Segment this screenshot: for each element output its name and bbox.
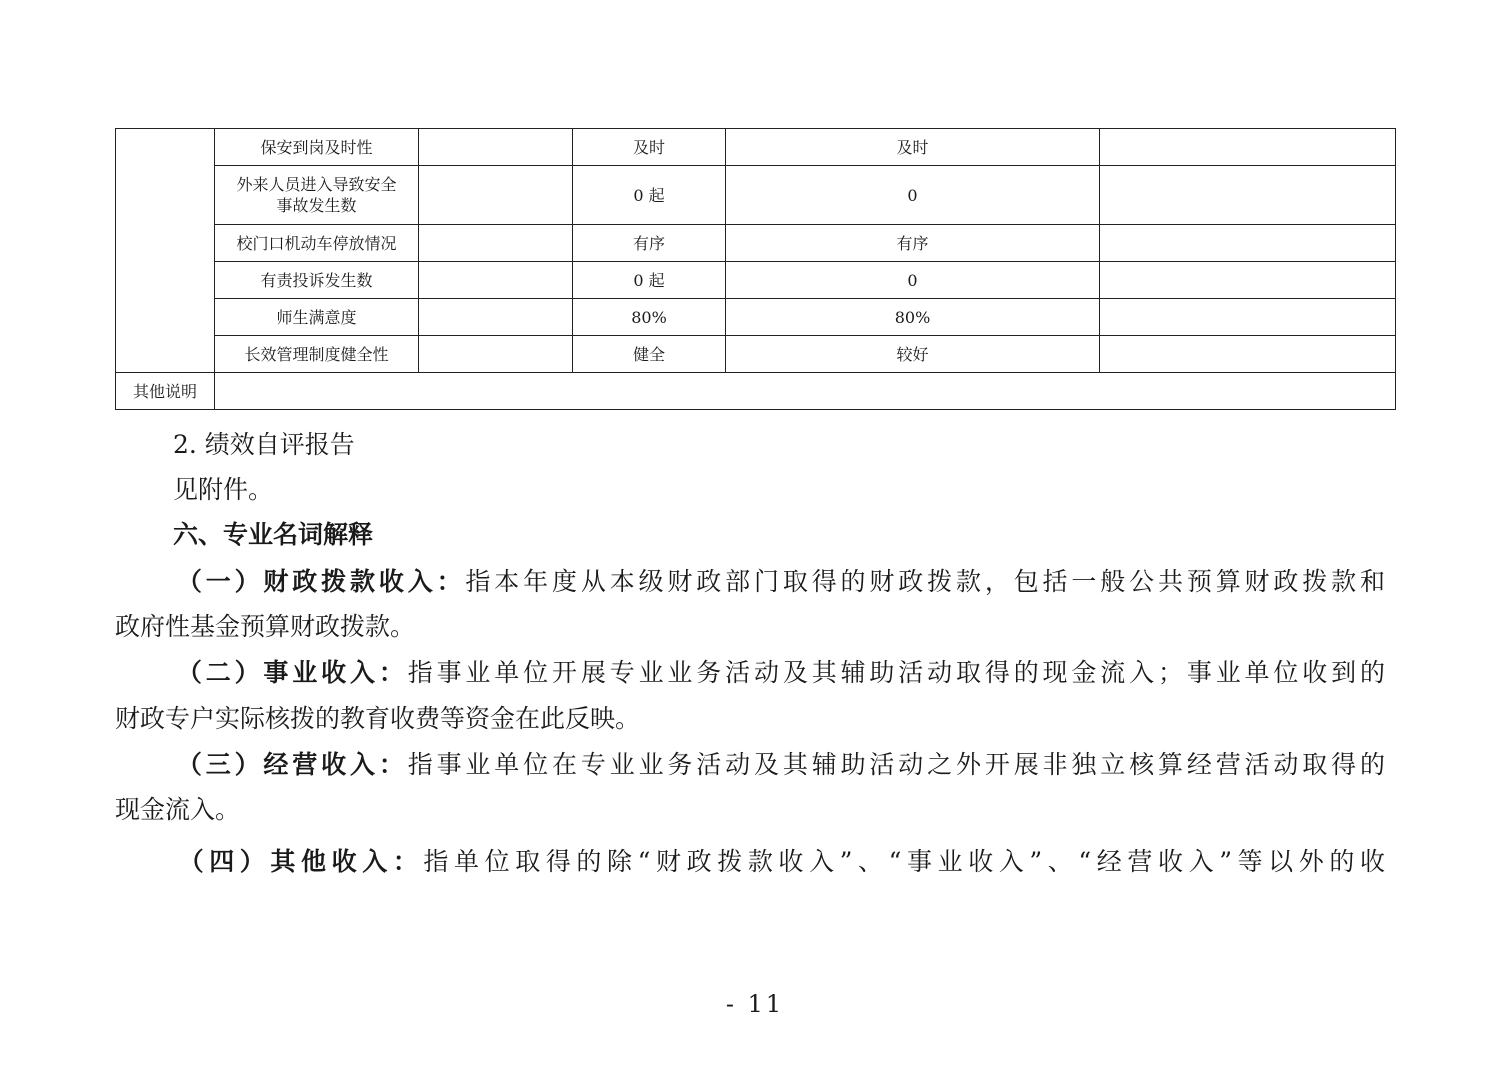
term-paragraph-line: 现金流入。 [115,795,241,824]
term-definition: 指事业单位开展专业业务活动及其辅助活动取得的现金流入；事业单位收到的 [407,658,1385,687]
empty-cell [419,166,573,225]
note-cell [1100,166,1396,225]
term-paragraph-line: 政府性基金预算财政拨款。 [115,612,416,641]
table-row [116,225,1396,262]
remark-label-cell: 其他说明 [116,373,215,410]
note-cell [1100,129,1396,166]
term-paragraph-line [115,845,1385,879]
term-paragraph-line [115,656,1385,690]
actual-value-cell: 较好 [726,336,1100,373]
term-label: （一）财政拨款收入： [173,567,466,596]
actual-value-cell: 0 [726,262,1100,299]
actual-value-cell: 有序 [726,225,1100,262]
table-row [116,262,1396,299]
indicator-cell: 师生满意度 [215,299,419,336]
indicator-cell: 保安到岗及时性 [215,129,419,166]
section-title: 六、专业名词解释 [173,520,374,549]
indicator-cell [215,166,419,225]
actual-value-cell: 80% [726,299,1100,336]
term-paragraph-line [115,748,1385,782]
empty-cell [419,262,573,299]
merged-category-cell [116,129,215,373]
term-label: （四）其他收入： [173,847,424,876]
empty-cell [419,129,573,166]
term-paragraph-line [115,565,1385,599]
page-number: - 11 [725,990,785,1018]
term-definition: 指单位取得的除“财政拨款收入”、“事业收入”、“经营收入”等以外的收 [423,847,1385,876]
target-value-cell: 有序 [573,225,726,262]
note-cell [1100,299,1396,336]
indicator-cell: 校门口机动车停放情况 [215,225,419,262]
actual-value-cell: 0 [726,166,1100,225]
term-label: （三）经营收入： [173,750,408,779]
indicator-cell: 长效管理制度健全性 [215,336,419,373]
performance-indicator-table [115,128,1396,410]
empty-cell [419,299,573,336]
actual-value-cell: 及时 [726,129,1100,166]
indicator-line: 事故发生数 [276,196,357,215]
note-cell [1100,336,1396,373]
table-row [116,299,1396,336]
term-definition: 指事业单位在专业业务活动及其辅助活动之外开展非独立核算经营活动取得的 [407,750,1385,779]
target-value-cell: 0 起 [573,166,726,225]
report-text: 见附件。 [173,475,274,504]
term-label: （二）事业收入： [173,658,408,687]
indicator-line: 外来人员进入导致安全 [236,175,397,194]
target-value-cell: 健全 [573,336,726,373]
indicator-cell: 有责投诉发生数 [215,262,419,299]
table-row [116,336,1396,373]
note-cell [1100,262,1396,299]
target-value-cell: 及时 [573,129,726,166]
report-heading: 2. 绩效自评报告 [173,430,355,459]
empty-cell [419,225,573,262]
table-row [116,129,1396,166]
target-value-cell: 0 起 [573,262,726,299]
remark-value-cell [215,373,1396,410]
table-row-remarks [116,373,1396,410]
empty-cell [419,336,573,373]
table-row [116,166,1396,225]
term-paragraph-line: 财政专户实际核拨的教育收费等资金在此反映。 [115,704,641,733]
target-value-cell: 80% [573,299,726,336]
note-cell [1100,225,1396,262]
term-definition: 指本年度从本级财政部门取得的财政拨款，包括一般公共预算财政拨款和 [465,567,1385,596]
